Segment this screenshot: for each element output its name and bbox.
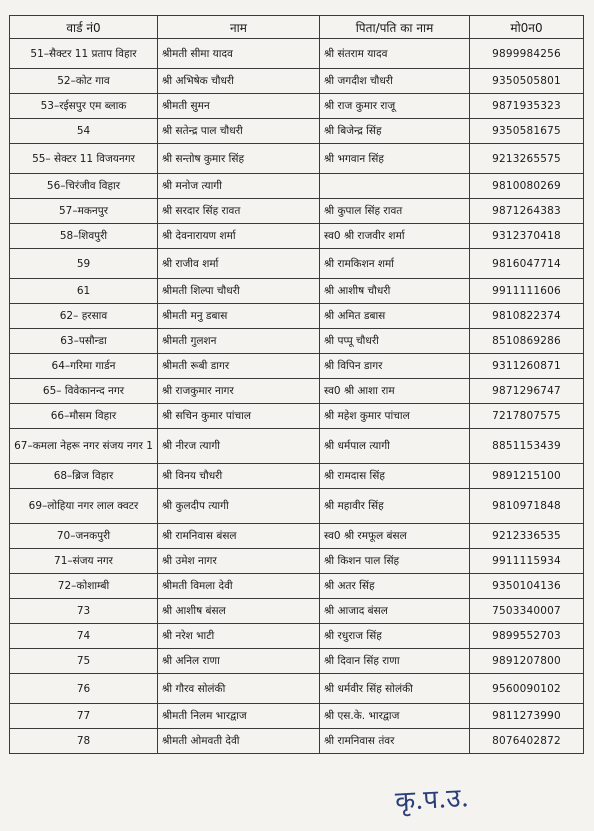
name-cell: श्री राजकुमार नागर — [158, 379, 320, 404]
mobile-cell: 9350505801 — [470, 69, 584, 94]
table-row — [10, 404, 584, 429]
parent-name-cell: श्री रामदास सिंह — [320, 464, 470, 489]
name-cell: श्री राजीव शर्मा — [158, 249, 320, 279]
mobile-cell: 9350581675 — [470, 119, 584, 144]
parent-name-cell: स्व0 श्री आशा राम — [320, 379, 470, 404]
ward-councillor-table — [9, 15, 584, 754]
parent-name-cell: श्री अतर सिंह — [320, 574, 470, 599]
table-row — [10, 649, 584, 674]
mobile-cell: 9810971848 — [470, 489, 584, 524]
table-row — [10, 69, 584, 94]
table-row — [10, 674, 584, 704]
parent-name-cell: श्री विपिन डागर — [320, 354, 470, 379]
mobile-cell: 9810822374 — [470, 304, 584, 329]
table-row — [10, 304, 584, 329]
parent-name-cell: श्री धर्मपाल त्यागी — [320, 429, 470, 464]
name-cell: श्रीमती मनु डबास — [158, 304, 320, 329]
table-row — [10, 279, 584, 304]
ward-cell: 70–जनकपुरी — [10, 524, 158, 549]
name-cell: श्री गौरव सोलंकी — [158, 674, 320, 704]
name-cell: श्रीमती ओमवती देवी — [158, 729, 320, 754]
parent-name-cell: श्री आशीष चौधरी — [320, 279, 470, 304]
table-header-row — [10, 16, 584, 39]
parent-name-cell: श्री अमित डबास — [320, 304, 470, 329]
ward-cell: 62– हरसाव — [10, 304, 158, 329]
name-cell: श्रीमती विमला देवी — [158, 574, 320, 599]
name-cell: श्री सन्तोष कुमार सिंह — [158, 144, 320, 174]
mobile-cell: 9891207800 — [470, 649, 584, 674]
ward-cell: 67–कमला नेहरू नगर संजय नगर 1 — [10, 429, 158, 464]
ward-cell: 66–मौसम विहार — [10, 404, 158, 429]
table-row — [10, 94, 584, 119]
mobile-cell: 9899552703 — [470, 624, 584, 649]
mobile-cell: 9891215100 — [470, 464, 584, 489]
parent-name-cell: श्री राज कुमार राजू — [320, 94, 470, 119]
table-row — [10, 549, 584, 574]
table-row — [10, 599, 584, 624]
name-cell: श्री अनिल राणा — [158, 649, 320, 674]
table-row — [10, 574, 584, 599]
parent-name-cell: श्री आजाद बंसल — [320, 599, 470, 624]
ward-cell: 53–रईसपुर एम ब्लाक — [10, 94, 158, 119]
mobile-cell: 9350104136 — [470, 574, 584, 599]
parent-name-cell: श्री दिवान सिंह राणा — [320, 649, 470, 674]
parent-name-cell: श्री किशन पाल सिंह — [320, 549, 470, 574]
parent-name-cell: श्री रामनिवास तंवर — [320, 729, 470, 754]
ward-cell: 52–कोट गाव — [10, 69, 158, 94]
mobile-cell: 9911111606 — [470, 279, 584, 304]
name-cell: श्रीमती गुलशन — [158, 329, 320, 354]
name-cell: श्री आशीष बंसल — [158, 599, 320, 624]
mobile-cell: 7217807575 — [470, 404, 584, 429]
table-row — [10, 379, 584, 404]
mobile-cell: 9312370418 — [470, 224, 584, 249]
parent-name-cell: श्री महेश कुमार पांचाल — [320, 404, 470, 429]
mobile-cell: 8851153439 — [470, 429, 584, 464]
name-cell: श्री नीरज त्यागी — [158, 429, 320, 464]
name-cell: श्रीमती सुमन — [158, 94, 320, 119]
table-row — [10, 354, 584, 379]
table-row — [10, 249, 584, 279]
ward-cell: 72–कोशाम्बी — [10, 574, 158, 599]
name-cell: श्री रामनिवास बंसल — [158, 524, 320, 549]
parent-name-cell: श्री संतराम यादव — [320, 39, 470, 69]
footer-handwritten-note: कृ.प.उ. — [394, 783, 470, 817]
ward-cell: 51–सैक्टर 11 प्रताप विहार — [10, 39, 158, 69]
parent-name-cell: श्री एस.के. भारद्वाज — [320, 704, 470, 729]
mobile-cell: 9811273990 — [470, 704, 584, 729]
table-row — [10, 144, 584, 174]
parent-name-cell: श्री महावीर सिंह — [320, 489, 470, 524]
parent-name-cell: श्री बिजेन्द्र सिंह — [320, 119, 470, 144]
mobile-cell: 9816047714 — [470, 249, 584, 279]
ward-cell: 78 — [10, 729, 158, 754]
ward-cell: 73 — [10, 599, 158, 624]
table-row — [10, 489, 584, 524]
name-cell: श्री मनोज त्यागी — [158, 174, 320, 199]
mobile-cell: 9213265575 — [470, 144, 584, 174]
mobile-cell: 9311260871 — [470, 354, 584, 379]
mobile-cell: 8076402872 — [470, 729, 584, 754]
header-mobile-no: मो0न0 — [470, 16, 584, 39]
parent-name-cell: श्री कुपाल सिंह रावत — [320, 199, 470, 224]
mobile-cell: 9899984256 — [470, 39, 584, 69]
ward-cell: 59 — [10, 249, 158, 279]
name-cell: श्री उमेश नागर — [158, 549, 320, 574]
table-row — [10, 524, 584, 549]
mobile-cell: 8510869286 — [470, 329, 584, 354]
mobile-cell: 9871264383 — [470, 199, 584, 224]
ward-cell: 63–पसौन्डा — [10, 329, 158, 354]
mobile-cell: 9810080269 — [470, 174, 584, 199]
name-cell: श्री देवनारायण शर्मा — [158, 224, 320, 249]
name-cell: श्री अभिषेक चौधरी — [158, 69, 320, 94]
table-row — [10, 429, 584, 464]
mobile-cell: 9871935323 — [470, 94, 584, 119]
table-row — [10, 119, 584, 144]
table-row — [10, 39, 584, 69]
name-cell: श्री नरेश भाटी — [158, 624, 320, 649]
parent-name-cell: श्री धर्मवीर सिंह सोलंकी — [320, 674, 470, 704]
table-row — [10, 704, 584, 729]
ward-cell: 77 — [10, 704, 158, 729]
table-row — [10, 729, 584, 754]
parent-name-cell: स्व0 श्री राजवीर शर्मा — [320, 224, 470, 249]
parent-name-cell — [320, 174, 470, 199]
ward-cell: 64–गरिमा गार्डन — [10, 354, 158, 379]
table-row — [10, 199, 584, 224]
ward-cell: 68–ब्रिज विहार — [10, 464, 158, 489]
table-row — [10, 224, 584, 249]
ward-cell: 55– सेक्टर 11 विजयनगर — [10, 144, 158, 174]
ward-cell: 65– विवेकानन्द नगर — [10, 379, 158, 404]
table-row — [10, 464, 584, 489]
header-parent-name: पिता/पति का नाम — [320, 16, 470, 39]
ward-cell: 69–लोहिया नगर लाल क्वटर — [10, 489, 158, 524]
ward-cell: 58–शिवपुरी — [10, 224, 158, 249]
name-cell: श्रीमती सीमा यादव — [158, 39, 320, 69]
name-cell: श्री विनय चौधरी — [158, 464, 320, 489]
header-name: नाम — [158, 16, 320, 39]
mobile-cell: 9911115934 — [470, 549, 584, 574]
mobile-cell: 9560090102 — [470, 674, 584, 704]
table-row — [10, 174, 584, 199]
name-cell: श्री सचिन कुमार पांचाल — [158, 404, 320, 429]
mobile-cell: 7503340007 — [470, 599, 584, 624]
table-body — [10, 39, 584, 754]
mobile-cell: 9212336535 — [470, 524, 584, 549]
header-ward-no: वार्ड नं0 — [10, 16, 158, 39]
table-row — [10, 329, 584, 354]
name-cell: श्री सरदार सिंह रावत — [158, 199, 320, 224]
name-cell: श्री सतेन्द्र पाल चौधरी — [158, 119, 320, 144]
name-cell: श्री कुलदीप त्यागी — [158, 489, 320, 524]
name-cell: श्रीमती निलम भारद्वाज — [158, 704, 320, 729]
ward-cell: 54 — [10, 119, 158, 144]
parent-name-cell: श्री जगदीश चौधरी — [320, 69, 470, 94]
ward-cell: 71–संजय नगर — [10, 549, 158, 574]
ward-cell: 75 — [10, 649, 158, 674]
ward-cell: 74 — [10, 624, 158, 649]
ward-cell: 56–चिरंजीव विहार — [10, 174, 158, 199]
mobile-cell: 9871296747 — [470, 379, 584, 404]
ward-cell: 57–मकनपुर — [10, 199, 158, 224]
ward-cell: 61 — [10, 279, 158, 304]
ward-cell: 76 — [10, 674, 158, 704]
parent-name-cell: श्री भगवान सिंह — [320, 144, 470, 174]
name-cell: श्रीमती शिल्पा चौधरी — [158, 279, 320, 304]
parent-name-cell: स्व0 श्री रमफूल बंसल — [320, 524, 470, 549]
parent-name-cell: श्री रामकिशन शर्मा — [320, 249, 470, 279]
parent-name-cell: श्री पप्पू चौधरी — [320, 329, 470, 354]
name-cell: श्रीमती रूबी डागर — [158, 354, 320, 379]
parent-name-cell: श्री रधुराज सिंह — [320, 624, 470, 649]
table-row — [10, 624, 584, 649]
